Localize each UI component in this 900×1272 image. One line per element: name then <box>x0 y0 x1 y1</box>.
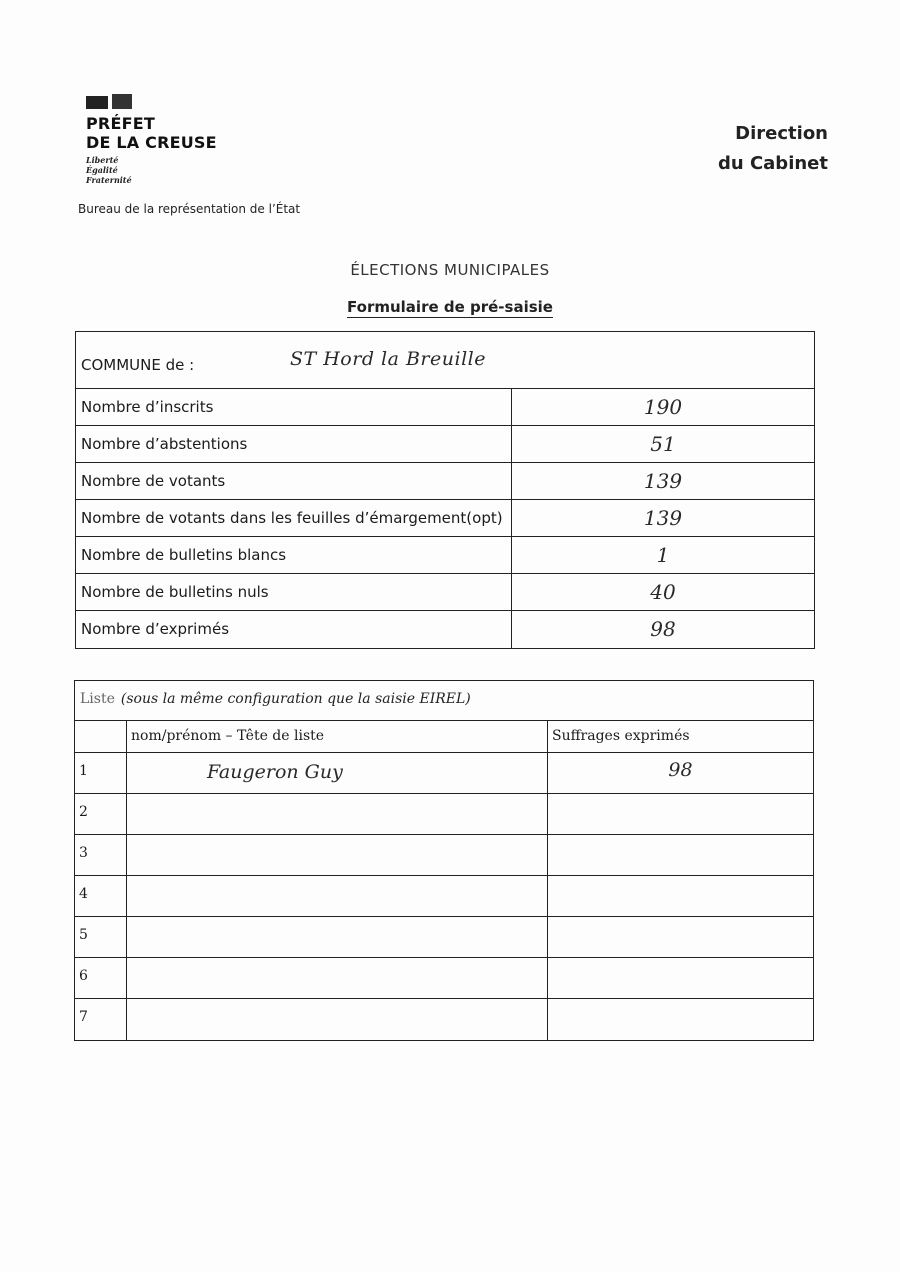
stat-value-field[interactable]: 1 <box>656 543 670 567</box>
liste-header <box>75 681 813 721</box>
liste-name-field[interactable] <box>127 835 548 875</box>
liste-suffrages-field[interactable] <box>548 917 813 957</box>
stat-label: Nombre de bulletins nuls <box>76 574 512 610</box>
column-header-num <box>75 721 127 752</box>
liste-suffrages-field[interactable] <box>548 835 813 875</box>
stat-row-blancs <box>76 537 814 574</box>
liste-column-header-row <box>75 721 813 753</box>
motto-liberte: Liberté <box>86 155 119 165</box>
liste-name-field[interactable] <box>127 999 548 1040</box>
logo-title-line2: DE LA CREUSE <box>86 133 217 152</box>
liste-row-number: 1 <box>75 753 127 793</box>
liste-name-field[interactable] <box>127 876 548 916</box>
commune-value[interactable]: ST Hord la Breuille <box>290 348 486 370</box>
stat-label: Nombre de bulletins blancs <box>76 537 512 573</box>
liste-row-number: 7 <box>75 999 127 1040</box>
liste-row <box>75 917 813 958</box>
page-subtitle <box>0 298 900 316</box>
liste-suffrages-field[interactable] <box>548 999 813 1040</box>
page-title: ÉLECTIONS MUNICIPALES <box>350 261 550 279</box>
stat-label: Nombre d’abstentions <box>76 426 512 462</box>
stat-row-inscrits <box>76 389 814 426</box>
liste-suffrages-field[interactable]: 98 <box>668 759 693 781</box>
liste-table <box>74 680 814 1041</box>
column-header-name: nom/prénom – Tête de liste <box>127 721 548 752</box>
column-header-suffrages: Suffrages exprimés <box>552 728 690 744</box>
prefet-logo <box>86 94 217 185</box>
bureau-label: Bureau de la représentation de l’État <box>78 202 301 216</box>
liste-name-field[interactable]: Faugeron Guy <box>127 753 548 793</box>
stat-row-nuls <box>76 574 814 611</box>
stat-row-votants-emargement <box>76 500 814 537</box>
stat-value-field[interactable]: 139 <box>643 506 683 530</box>
commune-row <box>76 332 814 389</box>
liste-row-number: 4 <box>75 876 127 916</box>
liste-label: Liste <box>80 691 115 707</box>
liste-suffrages-field[interactable] <box>548 958 813 998</box>
liste-suffrages-field[interactable] <box>548 794 813 834</box>
stat-value-field[interactable]: 40 <box>650 580 676 604</box>
stat-value-field[interactable]: 139 <box>643 469 683 493</box>
stat-value-field[interactable]: 98 <box>650 617 676 641</box>
liste-row-number: 6 <box>75 958 127 998</box>
liste-row <box>75 753 813 794</box>
liste-row <box>75 835 813 876</box>
liste-row-number: 3 <box>75 835 127 875</box>
stat-label: Nombre de votants <box>76 463 512 499</box>
commune-label: COMMUNE de : <box>81 356 195 374</box>
liste-suffrages-field[interactable] <box>548 876 813 916</box>
logo-title-line1: PRÉFET <box>86 114 155 133</box>
stat-label: Nombre de votants dans les feuilles d’émargement(opt) <box>76 500 512 536</box>
stat-value-field[interactable]: 51 <box>650 432 676 456</box>
motto <box>86 155 217 185</box>
direction-line2: du Cabinet <box>717 153 828 174</box>
stat-row-abstentions <box>76 426 814 463</box>
stat-label: Nombre d’exprimés <box>76 611 512 648</box>
liste-row <box>75 999 813 1040</box>
liste-name-field[interactable] <box>127 917 548 957</box>
direction-line1: Direction <box>735 123 828 144</box>
results-table <box>75 331 815 649</box>
liste-name-field[interactable] <box>127 794 548 834</box>
liste-row-number: 2 <box>75 794 127 834</box>
direction-label <box>718 119 828 179</box>
liste-row <box>75 876 813 917</box>
liste-note: (sous la même configuration que la saisie EIREL) <box>120 691 471 707</box>
marianne-logo-icon <box>86 94 132 110</box>
liste-name-field[interactable] <box>127 958 548 998</box>
page-subtitle-text: Formulaire de pré-saisie <box>347 298 553 316</box>
liste-row <box>75 794 813 835</box>
stat-label: Nombre d’inscrits <box>76 389 512 425</box>
motto-egalite: Égalité <box>86 165 118 175</box>
stat-value-field[interactable]: 190 <box>643 395 683 419</box>
liste-row <box>75 958 813 999</box>
stat-row-votants <box>76 463 814 500</box>
motto-fraternite: Fraternité <box>86 175 132 185</box>
liste-row-number: 5 <box>75 917 127 957</box>
stat-row-exprimes <box>76 611 814 648</box>
